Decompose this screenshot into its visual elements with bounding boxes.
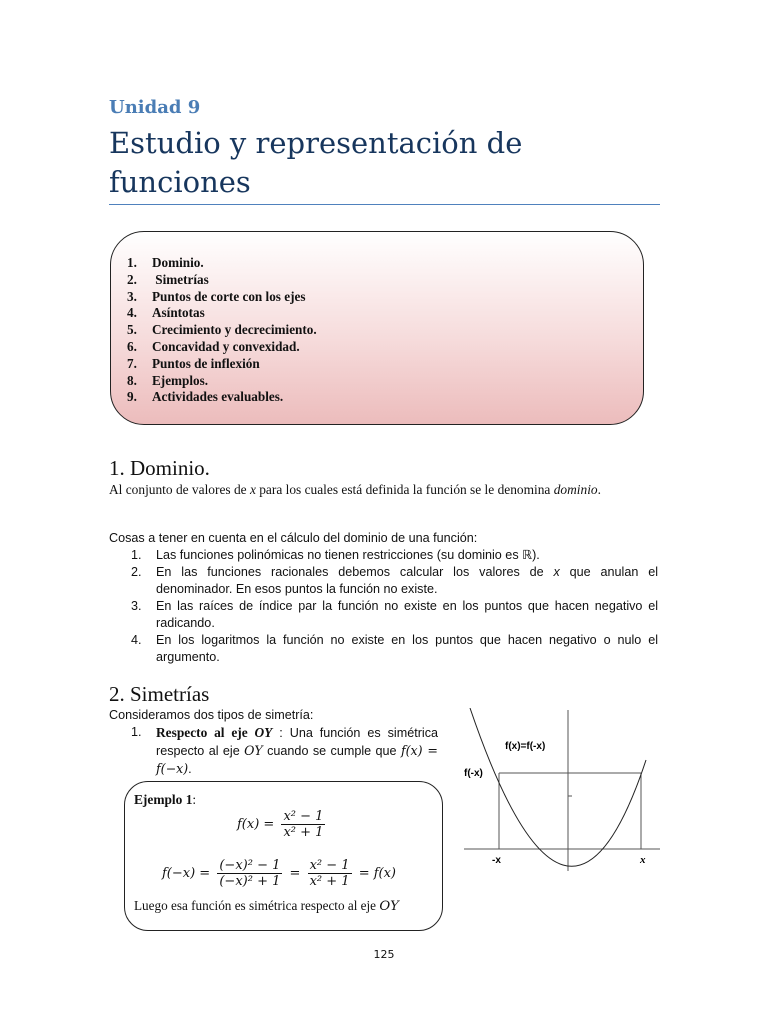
example-conclusion	[134, 898, 399, 914]
toc-item	[127, 339, 317, 356]
intro-text-a: Al conjunto de valores de	[109, 482, 250, 497]
title-rule	[109, 204, 660, 205]
toc-list	[127, 255, 317, 406]
toc-item	[127, 289, 317, 306]
eq2-lhs: f(−x) =	[162, 866, 211, 881]
toc-item	[127, 373, 317, 390]
toc-item-label: Asíntotas	[152, 305, 205, 321]
intro-term-dominio: dominio	[553, 482, 598, 497]
toc-item-label: Concavidad y convexidad.	[152, 338, 300, 354]
symmetry-graph	[462, 708, 662, 873]
toc-item-label: Simetrías	[152, 271, 209, 287]
eq1-numerator: x² − 1	[283, 809, 324, 824]
title-line-2: funciones	[109, 165, 251, 199]
list-num: 4.	[131, 633, 142, 647]
list-item	[109, 564, 658, 598]
section-2-heading: 2. Simetrías	[109, 682, 210, 706]
list-text: En las funciones racionales debemos calcular los valores de	[156, 565, 554, 579]
toc-item-label: Puntos de corte con los ejes	[152, 288, 306, 304]
toc-item	[127, 305, 317, 322]
conclusion-var: OY	[379, 899, 399, 914]
intro-end: .	[597, 482, 601, 497]
section-1-heading: 1. Dominio.	[109, 456, 210, 480]
toc-item-number: 7.	[127, 355, 137, 371]
toc-item-label: Ejemplos.	[152, 372, 209, 388]
list-item	[109, 632, 658, 666]
graph-label-neg-x: -x	[492, 855, 501, 866]
eq1-fraction	[281, 809, 325, 840]
list-num: 1.	[131, 548, 142, 562]
list-text: En las raíces de índice par la función no existe en los puntos que hacen negativo el radicando.	[156, 599, 658, 630]
toc-item-label: Dominio.	[152, 255, 204, 270]
graph-label-equation: f(x)=f(-x)	[505, 741, 546, 752]
list-num: 2.	[131, 565, 142, 579]
example-title-bold: Ejemplo 1	[134, 792, 193, 807]
symmetry-list	[109, 724, 438, 778]
eq2-numerator-1: (−x)² − 1	[219, 858, 281, 873]
list-text: que anulan el denominador. En esos puntos la función no existe.	[156, 565, 658, 596]
toc-item-number: 2.	[127, 271, 137, 287]
page-title	[109, 124, 669, 202]
title-line-1: Estudio y representación de	[109, 126, 523, 160]
section-2-intro: Consideramos dos tipos de simetría:	[109, 708, 314, 722]
toc-item-number: 8.	[127, 372, 137, 388]
eq2-rhs: = f(x)	[358, 866, 396, 881]
toc-item-number: 9.	[127, 389, 137, 405]
section-1-intro	[109, 481, 658, 498]
toc-item	[127, 389, 317, 406]
eq2-denominator-1: (−x)² + 1	[219, 874, 281, 889]
example-box	[124, 781, 443, 931]
conclusion-text: Luego esa función es simétrica respecto al eje	[134, 898, 380, 913]
eq1-lhs: f(x) =	[237, 817, 275, 832]
list-item	[109, 547, 658, 564]
eq2-fraction-1	[217, 858, 282, 889]
list-text: : Una función es simétrica respecto al eje	[156, 726, 438, 758]
axis-var: OY	[244, 743, 263, 758]
list-end: .	[188, 762, 192, 776]
list-item	[109, 598, 658, 632]
symmetry-type-label: Respecto al eje	[156, 725, 255, 740]
toc-item	[127, 272, 317, 289]
toc-item	[127, 255, 317, 272]
toc-item-number: 6.	[127, 338, 137, 354]
list-num: 3.	[131, 599, 142, 613]
example-title	[134, 792, 196, 808]
eq2-denominator-2: x² + 1	[309, 874, 350, 889]
list-num: 1.	[131, 725, 142, 739]
eq2-fraction-2	[308, 858, 352, 889]
toc-item-number: 5.	[127, 322, 137, 338]
symmetry-axis: OY	[254, 725, 273, 740]
graph-label-x: x	[640, 854, 646, 866]
list-text: En los logaritmos la función no existe en los puntos que hacen negativo o nulo el argumento.	[156, 633, 658, 664]
list-text: Las funciones polinómicas no tienen restricciones (su dominio es ℝ).	[156, 548, 540, 562]
eq2-numerator-2: x² − 1	[309, 858, 350, 873]
toc-item-label: Crecimiento y decrecimiento.	[152, 322, 317, 338]
example-colon: :	[192, 792, 197, 807]
equation-2	[162, 858, 396, 889]
eq2-equals: =	[289, 866, 301, 881]
domain-rules-intro: Cosas a tener en cuenta en el cálculo del dominio de una función:	[109, 531, 478, 545]
intro-text-b: para los cuales está definida la función se le denomina	[255, 482, 554, 497]
list-text: cuando se cumple que	[262, 744, 401, 758]
parabola-curve	[470, 708, 646, 866]
graph-label-y: f(-x)	[464, 768, 483, 779]
table-of-contents	[110, 231, 644, 425]
intro-var-x: x	[249, 482, 256, 497]
page-number: 125	[373, 948, 395, 961]
domain-rules-list	[109, 547, 658, 666]
equation-1	[237, 809, 328, 840]
toc-item-number: 4.	[127, 305, 137, 321]
toc-item-number: 1.	[127, 255, 137, 270]
toc-item-number: 3.	[127, 288, 137, 304]
list-var: x	[553, 565, 560, 579]
toc-item-label: Actividades evaluables.	[152, 389, 284, 405]
symmetry-formula: f(x) = f(−x)	[156, 743, 438, 776]
list-item	[109, 724, 438, 778]
toc-item	[127, 356, 317, 373]
eq1-denominator: x² + 1	[283, 825, 324, 840]
toc-item	[127, 322, 317, 339]
unit-label: Unidad 9	[109, 97, 201, 118]
toc-item-label: Puntos de inflexión	[152, 355, 260, 371]
